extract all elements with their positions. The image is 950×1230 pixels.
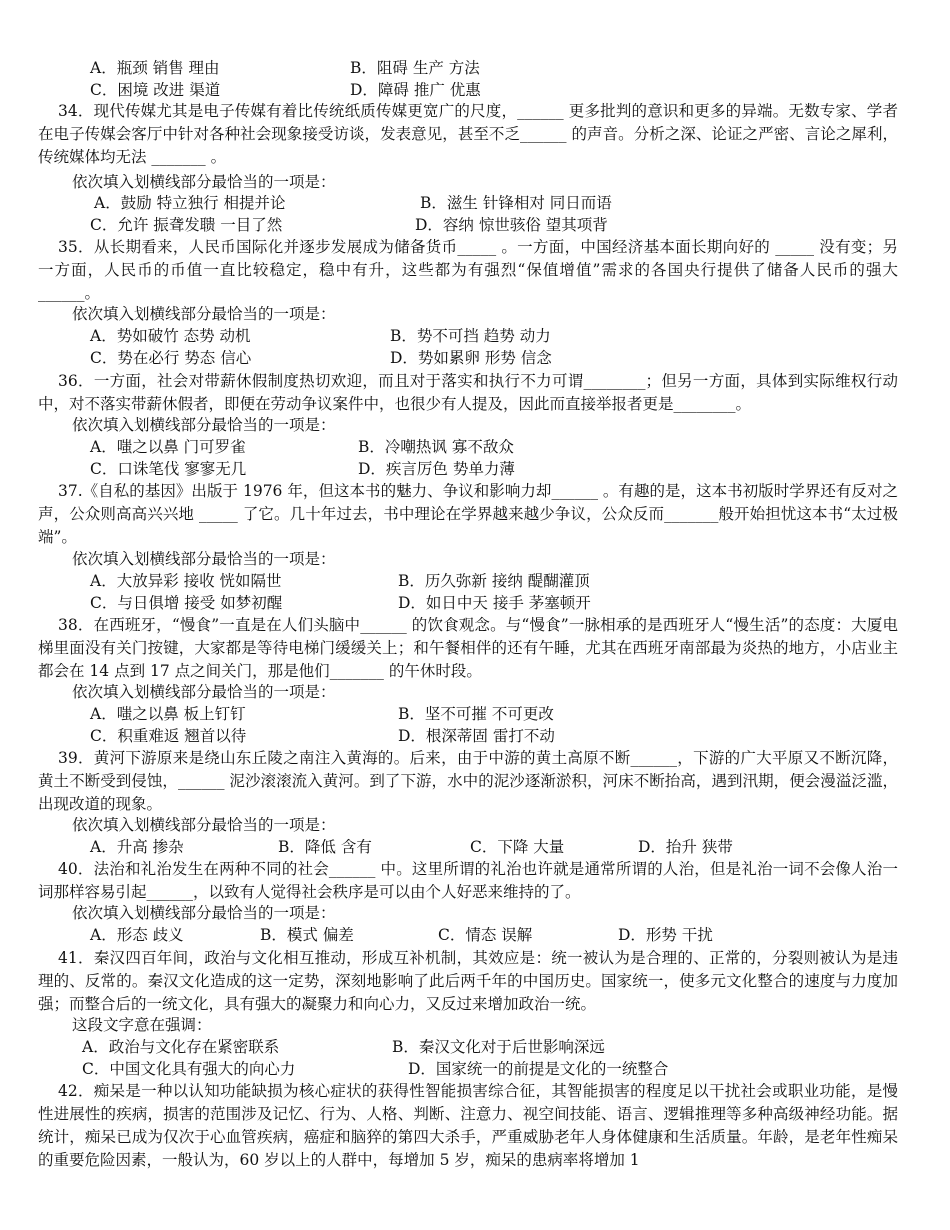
q35-text: 35．从长期看来，人民币国际化并逐步发展成为储备货币_____ 。一方面，中国经济基本面长期向好的 _____ 没有变；另一方面，人民币的币值一直比较稳定，稳中有升，这些都为有强烈“保值增值”需求的各国央行提供了储备人民币的强大 ______。 bbox=[38, 238, 898, 302]
q34-option-d: D．容纳 惊世骇俗 望其项背 bbox=[415, 216, 608, 234]
q34-text: 34．现代传媒尤其是电子传媒有着比传统纸质传媒更宽广的尺度，______ 更多批判的意识和更多的异端。无数专家、学者在电子传媒会客厅中针对各种社会现象接受访谈，发表意见，甚至不乏______ 的声音。分析之深、论证之严密、言论之犀利，传统媒体均无法 _______ 。 bbox=[38, 102, 898, 166]
q40-option-b: B．模式 偏差 bbox=[260, 926, 354, 944]
q35-option-b: B．势不可挡 趋势 动力 bbox=[390, 327, 551, 345]
q39-option-c: C．下降 大量 bbox=[470, 838, 565, 856]
q41-option-b: B．秦汉文化对于后世影响深远 bbox=[392, 1038, 605, 1056]
q36-option-d: D．疾言厉色 势单力薄 bbox=[358, 460, 515, 478]
q37-text: 37.《自私的基因》出版于 1976 年，但这本书的魅力、争议和影响力却______ 。有趣的是，这本书初版时学界还有反对之声，公众则高高兴兴地 _____ 了它。几十年过去，书中理论在学界越来越少争议，公众反而_______般开始担忧这本书“太过极端”。 bbox=[38, 482, 898, 546]
q33-option-b: B．阻碍 生产 方法 bbox=[350, 59, 480, 77]
q35-option-c: C．势在必行 势态 信心 bbox=[90, 349, 252, 367]
q35-prompt: 依次填入划横线部分最恰当的一项是： bbox=[72, 305, 336, 323]
q33-option-a: A．瓶颈 销售 理由 bbox=[90, 59, 220, 77]
q37-prompt: 依次填入划横线部分最恰当的一项是： bbox=[72, 550, 336, 568]
q36-option-a: A．嗤之以鼻 门可罗雀 bbox=[90, 438, 246, 456]
q36-option-b: B．冷嘲热讽 寡不敌众 bbox=[358, 438, 514, 456]
q34-option-b: B．滋生 针锋相对 同日而语 bbox=[420, 194, 612, 212]
q42-text: 42．痴呆是一种以认知功能缺损为核心症状的获得性智能损害综合征，其智能损害的程度足以干扰社会或职业功能，是慢性进展性的疾病，损害的范围涉及记忆、行为、人格、判断、注意力、视空间技能、语言、逻辑推理等多种高级神经功能。据统计，痴呆已成为仅次于心血管疾病，癌症和脑猝的第四大杀手，严重威胁老年人身体健康和生活质量。年龄，是老年性痴呆的重要危险因素，一般认为，60 岁以上的人群中，每增加 5 岁，痴呆的患病率将增加 1 bbox=[38, 1082, 898, 1169]
q39-prompt: 依次填入划横线部分最恰当的一项是： bbox=[72, 816, 336, 834]
q37-option-b: B．历久弥新 接纳 醍醐灌顶 bbox=[398, 572, 590, 590]
q34-option-c: C．允许 振聋发聩 一目了然 bbox=[90, 216, 283, 234]
q40-prompt: 依次填入划横线部分最恰当的一项是： bbox=[72, 904, 336, 922]
q34-prompt: 依次填入划横线部分最恰当的一项是： bbox=[72, 173, 336, 191]
q36-option-c: C．口诛笔伐 寥寥无几 bbox=[90, 460, 247, 478]
q38-option-a: A．嗤之以鼻 板上钉钉 bbox=[90, 705, 246, 723]
q40-option-a: A．形态 歧义 bbox=[90, 926, 184, 944]
q38-option-d: D．根深蒂固 雷打不动 bbox=[398, 727, 555, 745]
q33-option-d: D．障碍 推广 优惠 bbox=[350, 81, 481, 99]
q41-option-c: C．中国文化具有强大的向心力 bbox=[82, 1060, 296, 1078]
q41-prompt: 这段文字意在强调： bbox=[72, 1016, 212, 1034]
q41-text: 41．秦汉四百年间，政治与文化相互推动，形成互补机制，其效应是：统一被认为是合理的、正常的，分裂则被认为是违理的、反常的。秦汉文化造成的这一定势，深刻地影响了此后两千年的中国历史。国家统一，使多元文化整合的速度与力度加强；而整合后的一统文化，具有强大的凝聚力和向心力，又反过来增加政治一统。 bbox=[38, 949, 898, 1013]
q37-option-a: A．大放异彩 接收 恍如隔世 bbox=[90, 572, 282, 590]
q38-text: 38．在西班牙，“慢食”一直是在人们头脑中______ 的饮食观念。与“慢食”一脉相承的是西班牙人“慢生活”的态度：大厦电梯里面没有关门按键，大家都是等待电梯门缓缓关上；和午餐相伴的还有午睡，尤其在西班牙南部最为炎热的地方，小店业主都会在 14 点到 17 点之间关门，那是他们_______ 的午休时段。 bbox=[38, 616, 898, 680]
q34-option-a: A．鼓励 特立独行 相提并论 bbox=[94, 194, 286, 212]
q38-option-b: B．坚不可摧 不可更改 bbox=[398, 705, 554, 723]
q38-option-c: C．积重难返 翘首以待 bbox=[90, 727, 247, 745]
q40-option-c: C．情态 误解 bbox=[438, 926, 533, 944]
q36-text: 36．一方面，社会对带薪休假制度热切欢迎，而且对于落实和执行不力可谓________；但另一方面，具体到实际维权行动中，对不落实带薪休假者，即便在劳动争议案件中，也很少有人提及，因此而直接举报者更是________。 bbox=[38, 372, 898, 413]
q37-option-d: D．如日中天 接手 茅塞顿开 bbox=[398, 594, 591, 612]
q33-option-c: C．困境 改进 渠道 bbox=[90, 81, 221, 99]
q36-prompt: 依次填入划横线部分最恰当的一项是： bbox=[72, 416, 336, 434]
q39-text: 39．黄河下游原来是绕山东丘陵之南注入黄海的。后来，由于中游的黄土高原不断______，下游的广大平原又不断沉降，黄土不断受到侵蚀，______ 泥沙滚滚流入黄河。到了下游，水中的泥沙逐渐淤积，河床不断抬高，遇到汛期，便会漫溢泛滥，出现改道的现象。 bbox=[38, 749, 898, 813]
q35-option-d: D．势如累卵 形势 信念 bbox=[390, 349, 552, 367]
q39-option-a: A．升高 掺杂 bbox=[90, 838, 184, 856]
q37-option-c: C．与日俱增 接受 如梦初醒 bbox=[90, 594, 283, 612]
q38-prompt: 依次填入划横线部分最恰当的一项是： bbox=[72, 683, 336, 701]
q39-option-b: B．降低 含有 bbox=[278, 838, 372, 856]
q35-option-a: A．势如破竹 态势 动机 bbox=[90, 327, 251, 345]
q39-option-d: D．抬升 狭带 bbox=[638, 838, 733, 856]
q41-option-a: A．政治与文化存在紧密联系 bbox=[82, 1038, 280, 1056]
q41-option-d: D．国家统一的前提是文化的一统整合 bbox=[408, 1060, 669, 1078]
q40-text: 40．法治和礼治发生在两种不同的社会______ 中。这里所谓的礼治也许就是通常所谓的人治，但是礼治一词不会像人治一词那样容易引起______，以致有人觉得社会秩序是可以由个人好恶来维持的了。 bbox=[38, 860, 898, 901]
q40-option-d: D．形势 干扰 bbox=[618, 926, 713, 944]
